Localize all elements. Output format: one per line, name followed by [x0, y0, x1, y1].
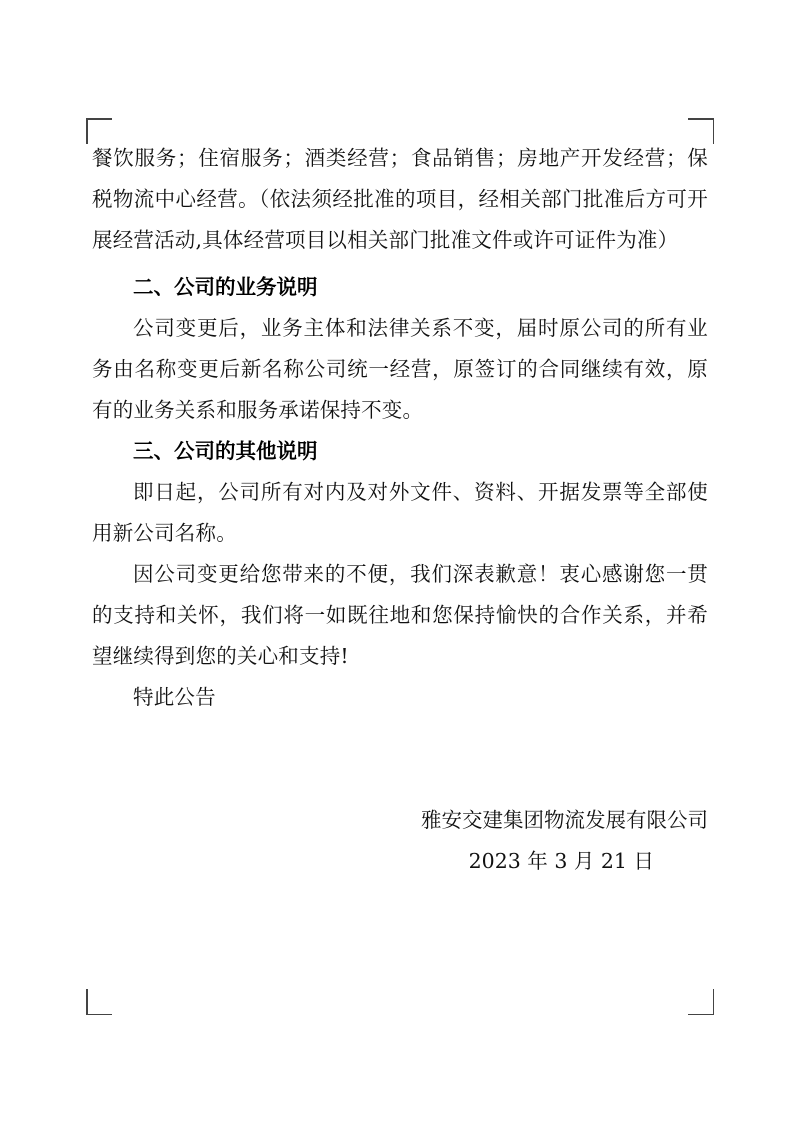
crop-mark-bottom-left [86, 989, 112, 1015]
paragraph-section-two-body: 公司变更后，业务主体和法律关系不变，届时原公司的所有业务由名称变更后新名称公司统一经营，原签订的合同继续有效，原有的业务关系和服务承诺保持不变。 [92, 316, 708, 422]
crop-mark-bottom-right [688, 989, 714, 1015]
signature-company-name: 雅安交建集团物流发展有限公司 [421, 808, 708, 832]
paragraph-section-three-body-2: 因公司变更给您带来的不便，我们深表歉意！衷心感谢您一贯的支持和关怀，我们将一如既往地和您保持愉快的合作关系，并希望继续得到您的关心和支持! [92, 562, 708, 668]
paragraph-scope-continuation: 餐饮服务；住宿服务；酒类经营；食品销售；房地产开发经营；保税物流中心经营。（依法须经批准的项目，经相关部门批准后方可开展经营活动,具体经营项目以相关部门批准文件或许可证件为准） [92, 146, 708, 252]
signature-date: 2023 年 3 月 21 日 [468, 849, 654, 873]
document-body [92, 138, 708, 718]
heading-section-three: 三、公司的其他说明 [133, 439, 318, 463]
heading-section-two: 二、公司的业务说明 [133, 275, 318, 299]
paragraph-section-three-body-1: 即日起，公司所有对内及对外文件、资料、开据发票等全部使用新公司名称。 [92, 480, 708, 545]
signature-block [92, 800, 714, 882]
paragraph-closing: 特此公告 [133, 685, 216, 709]
